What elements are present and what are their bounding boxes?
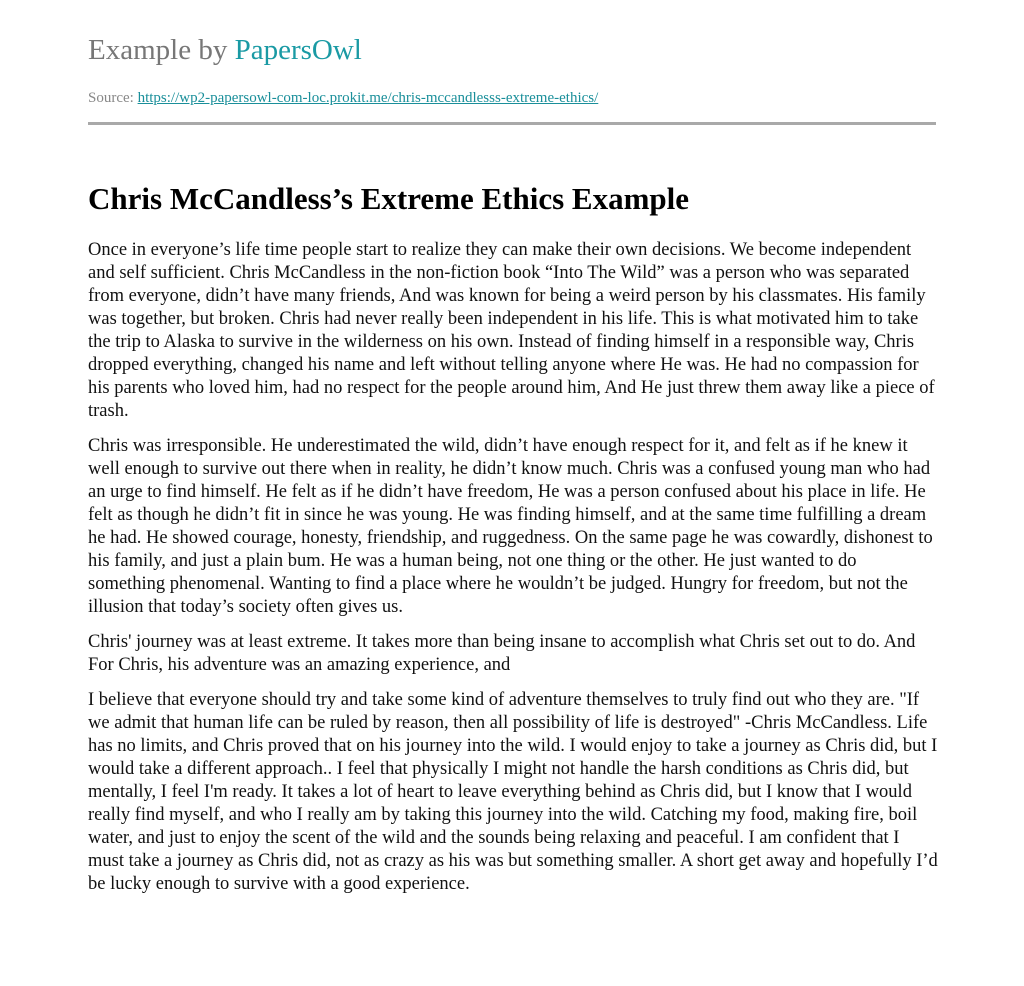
paragraph-1: Once in everyone’s life time people start to realize they can make their own decisions. We become independent and self sufficient. Chris McCandless in the non-fiction book “Into The Wild” was a person who was separated from everyone, didn’t have many friends, And was known for being a weird person by his classmates. His family was together, but broken. Chris had never really been independent in his life. This is what motivated him to take the trip to Alaska to survive in the wilderness on his own. Instead of finding himself in a responsible way, Chris dropped everything, changed his name and left without telling anyone where He was. He had no compassion for his parents who loved him, had no respect for the people around him, And He just threw them away like a piece of trash. [88, 240, 935, 421]
paragraph-4: I believe that everyone should try and take some kind of adventure themselves to truly find out who they are. "If we admit that human life can be ruled by reason, then all possibility of life is destroyed" -Chris McCandless. Life has no limits, and Chris proved that on his journey into the wild. I would enjoy to take a journey as Chris did, but I would take a different approach.. I feel that physically I might not handle the harsh conditions as Chris did, but mentally, I feel I'm ready. It takes a lot of heart to leave everything behind as Chris did, but I know that I would really find myself, and who I really am by taking this journey into the wild. Catching my food, making fire, boil water, and just to enjoy the scent of the wild and the sounds being relaxing and peaceful. I am confident that I must take a journey as Chris did, not as crazy as his was but something smaller. A short get away and hopefully I’d be lucky enough to survive with a good experience. [88, 690, 938, 894]
brand-prefix: Example by [88, 34, 235, 66]
article-body [88, 239, 938, 908]
brand-heading [88, 32, 362, 68]
brand-name: PapersOwl [234, 34, 362, 66]
source-link[interactable]: https://wp2-papersowl-com-loc.prokit.me/chris-mccandlesss-extreme-ethics/ [137, 90, 599, 106]
paragraph-3: Chris' journey was at least extreme. It takes more than being insane to accomplish what Chris set out to do. And For Chris, his adventure was an amazing experience, and [88, 632, 916, 675]
source-label: Source: [88, 90, 138, 106]
paragraph-2: Chris was irresponsible. He underestimated the wild, didn’t have enough respect for it, and felt as if he knew it well enough to survive out there when in reality, he didn’t know much. Chris was a confused young man who had an urge to find himself. He felt as if he didn’t have freedom, He was a person confused about his place in life. He felt as though he didn’t fit in since he was young. He was finding himself, and at the same time fulfilling a dream he had. He showed courage, honesty, friendship, and ruggedness. On the same page he was cowardly, dishonest to his family, and just a plain bum. He was a human being, not one thing or the other. He just wanted to do something phenomenal. Wanting to find a place where he wouldn’t be judged. Hungry for freedom, but not the illusion that today’s society often gives us. [88, 436, 933, 617]
header-divider [88, 122, 936, 125]
source-line [88, 89, 598, 107]
article-title: Chris McCandless’s Extreme Ethics Example [88, 181, 690, 216]
